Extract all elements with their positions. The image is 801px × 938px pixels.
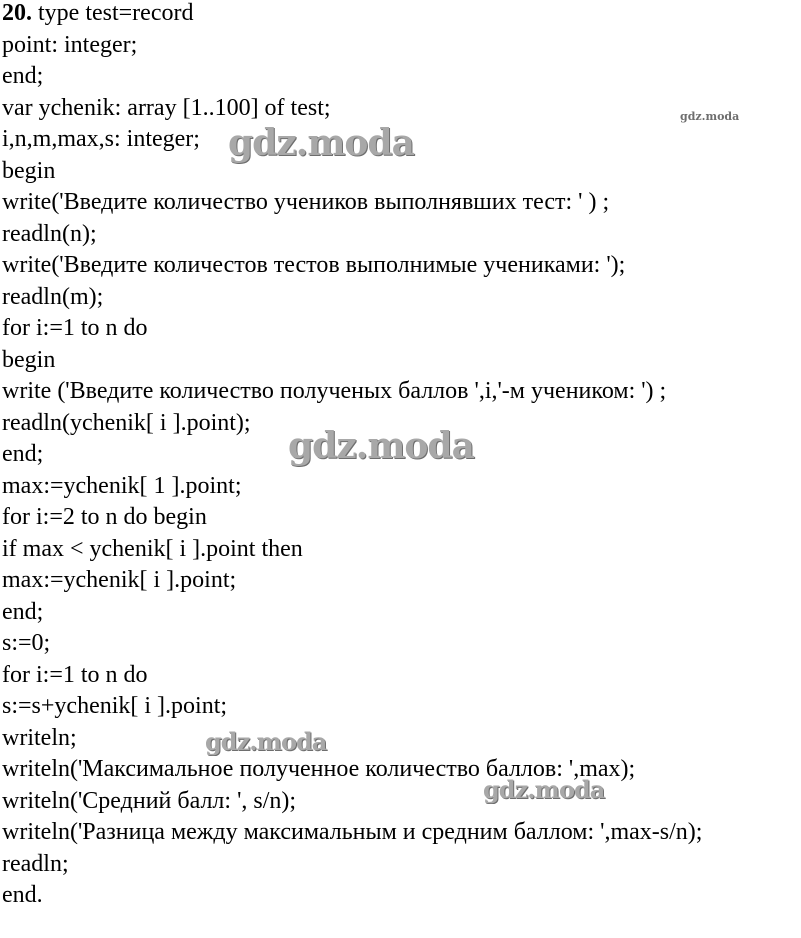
code-line-20: end; <box>2 598 44 625</box>
code-line-24: writeln; <box>2 724 77 751</box>
code-line-22: for i:=1 to n do <box>2 661 148 688</box>
code-line-2: point: integer; <box>2 31 138 58</box>
watermark: gdz.moda <box>205 727 327 756</box>
code-line-15: end; <box>2 441 44 467</box>
code-line-10: readln(m); <box>2 283 104 310</box>
code-line-14: readln(ychenik[ i ].point); <box>2 409 251 436</box>
code-line-23: s:=s+ychenik[ i ].point; <box>2 693 228 719</box>
code-line-11: for i:=1 to n do <box>2 315 148 341</box>
code-line-5: i,n,m,max,s: integer; <box>2 126 200 152</box>
code-line-18: if max < ychenik[ i ].point then <box>2 535 303 562</box>
code-line-6: begin <box>2 157 56 184</box>
code-line-25: writeln('Максимальное полученное количество баллов: ',max); <box>2 756 636 782</box>
problem-number: 20. <box>2 0 32 26</box>
code-line-7: write('Введите количество учеников выполнявших тест: ' ) ; <box>2 189 610 215</box>
watermark: gdz.moda <box>288 425 474 467</box>
code-line-29: end. <box>2 882 43 908</box>
code-line-12: begin <box>2 346 56 373</box>
code-line-21: s:=0; <box>2 630 51 656</box>
code-line-3: end; <box>2 63 44 89</box>
code-line-27: writeln('Разница между максимальным и средним баллом: ',max-s/n); <box>2 819 703 845</box>
code-text: type test=record <box>38 0 194 26</box>
code-line-28: readln; <box>2 850 69 877</box>
watermark: gdz.moda <box>228 122 414 164</box>
code-line-1 <box>2 0 800 30</box>
watermark: gdz.moda <box>680 110 740 123</box>
code-line-13: write ('Введите количество полученых баллов ',i,'-м учеником: ') ; <box>2 378 667 404</box>
code-line-4: var ychenik: array [1..100] of test; <box>2 94 331 121</box>
code-line-16: max:=ychenik[ 1 ].point; <box>2 472 242 499</box>
code-line-19: max:=ychenik[ i ].point; <box>2 567 237 593</box>
code-line-9: write('Введите количестов тестов выполнимые учениками: '); <box>2 252 626 278</box>
watermark: gdz.moda <box>483 775 605 804</box>
code-line-17: for i:=2 to n do begin <box>2 504 207 530</box>
code-line-26: writeln('Средний балл: ', s/n); <box>2 787 297 814</box>
code-line-8: readln(n); <box>2 220 97 247</box>
